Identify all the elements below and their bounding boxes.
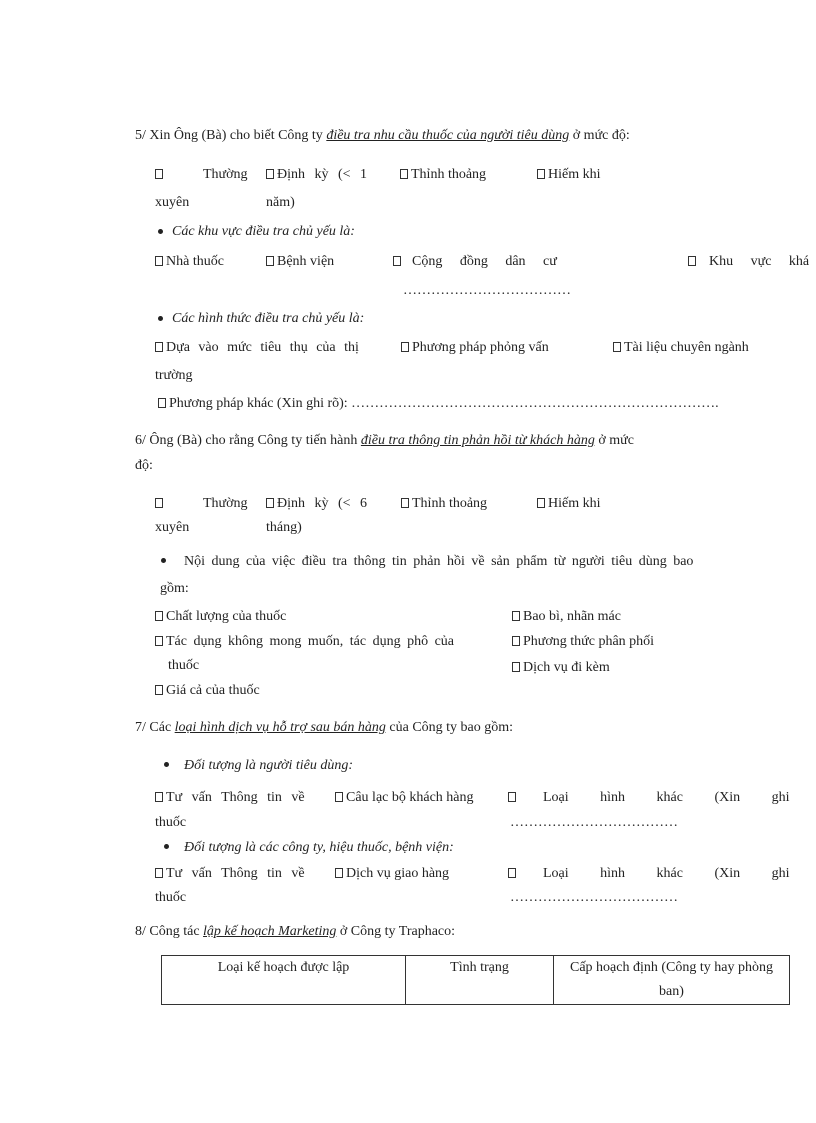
- checkbox-icon[interactable]: [688, 256, 696, 266]
- q5-freq-periodic-label2: năm): [266, 195, 295, 210]
- q6-freq-regular-label: Thường: [203, 496, 248, 511]
- q5-form-consumption[interactable]: Dựa vào mức tiêu thụ của thị: [155, 340, 359, 356]
- q5-freq-rarely[interactable]: Hiếm khi: [537, 167, 601, 183]
- q5-title: 5/ Xin Ông (Bà) cho biết Công ty điều tra nhu cầu thuốc của người tiêu dùng ở mức độ:: [135, 128, 630, 143]
- q7-g1-consult[interactable]: Tư vấn Thông tin về: [155, 790, 305, 806]
- q7-g1-other[interactable]: Loại hình khác (Xin ghi: [508, 790, 790, 806]
- q6-freq-periodic[interactable]: Định kỳ (< 6: [266, 496, 367, 512]
- q6-freq-regular[interactable]: [155, 496, 166, 512]
- bullet-icon: [158, 316, 163, 321]
- table-header-level: Cấp hoạch định (Công ty hay phòng ban): [554, 956, 790, 1005]
- q7-g1-dots: ………………………………: [510, 815, 678, 830]
- q5-area-heading: Các khu vực điều tra chủ yếu là:: [172, 224, 355, 239]
- q7-g1-club[interactable]: Câu lạc bộ khách hàng: [335, 790, 474, 806]
- q7-g2-delivery[interactable]: Dịch vụ giao hàng: [335, 866, 449, 882]
- checkbox-icon[interactable]: [155, 868, 163, 878]
- checkbox-icon[interactable]: [508, 868, 516, 878]
- q7-group2-heading: Đối tượng là các công ty, hiệu thuốc, bệnh viện:: [184, 840, 454, 855]
- q7-title: 7/ Các loại hình dịch vụ hỗ trợ sau bán hàng của Công ty bao gồm:: [135, 720, 514, 735]
- checkbox-icon[interactable]: [335, 868, 343, 878]
- checkbox-icon[interactable]: [512, 636, 520, 646]
- checkbox-icon[interactable]: [155, 498, 163, 508]
- q5-form-interview[interactable]: Phương pháp phỏng vấn: [401, 340, 549, 356]
- checkbox-icon[interactable]: [155, 342, 163, 352]
- checkbox-icon[interactable]: [266, 498, 274, 508]
- checkbox-icon[interactable]: [155, 792, 163, 802]
- q6-item-quality[interactable]: Chất lượng của thuốc: [155, 609, 286, 625]
- q7-g2-consult-label2: thuốc: [155, 890, 187, 905]
- checkbox-icon[interactable]: [335, 792, 343, 802]
- checkbox-icon[interactable]: [155, 636, 163, 646]
- checkbox-icon[interactable]: [401, 342, 409, 352]
- q6-content-heading-2: gồm:: [160, 581, 189, 596]
- q5-area-pharmacy[interactable]: Nhà thuốc: [155, 254, 224, 270]
- q7-g2-dots: ………………………………: [510, 890, 678, 905]
- q5-form-other[interactable]: Phương pháp khác (Xin ghi rõ): …………………………………………………………………….: [158, 396, 719, 412]
- q7-g1-consult-label2: thuốc: [155, 815, 187, 830]
- q5-form-consumption-label2: trường: [155, 368, 193, 383]
- q6-freq-periodic-label2: tháng): [266, 520, 302, 535]
- q6-item-sideeffects[interactable]: Tác dụng không mong muốn, tác dụng phô của: [155, 634, 454, 650]
- q5-area-community[interactable]: Cộng đồng dân cư: [393, 254, 557, 270]
- q6-item-price[interactable]: Giá cả của thuốc: [155, 683, 260, 699]
- checkbox-icon[interactable]: [401, 498, 409, 508]
- checkbox-icon[interactable]: [155, 685, 163, 695]
- checkbox-icon[interactable]: [512, 662, 520, 672]
- q6-freq-rarely[interactable]: Hiếm khi: [537, 496, 601, 512]
- checkbox-icon[interactable]: [155, 169, 163, 179]
- checkbox-icon[interactable]: [393, 256, 401, 266]
- bullet-icon: [164, 762, 169, 767]
- checkbox-icon[interactable]: [155, 256, 163, 266]
- marketing-plan-table: [161, 955, 790, 1005]
- q5-area-hospital[interactable]: Bệnh viện: [266, 254, 334, 270]
- q7-g2-other[interactable]: Loại hình khác (Xin ghi: [508, 866, 790, 882]
- q5-area-other[interactable]: Khu vực khá: [688, 254, 809, 270]
- checkbox-icon[interactable]: [266, 256, 274, 266]
- q6-item-service[interactable]: Dịch vụ đi kèm: [512, 660, 610, 676]
- checkbox-icon[interactable]: [155, 611, 163, 621]
- q5-freq-sometimes[interactable]: Thỉnh thoảng: [400, 167, 486, 183]
- q8-title: 8/ Công tác lập kế hoạch Marketing ở Công ty Traphaco:: [135, 924, 456, 939]
- q6-freq-regular-label2: xuyên: [155, 520, 190, 535]
- checkbox-icon[interactable]: [512, 611, 520, 621]
- q5-freq-regular-label2: xuyên: [155, 195, 190, 210]
- table-row: [162, 956, 790, 1005]
- checkbox-icon[interactable]: [537, 169, 545, 179]
- q6-title-line2: độ:: [135, 458, 153, 473]
- q6-content-heading: Nội dung của việc điều tra thông tin phản hồi về sản phẩm từ người tiêu dùng bao: [184, 554, 694, 569]
- table-header-plan-type: Loại kế hoạch được lập: [162, 956, 406, 1005]
- q5-area-dots: ………………………………: [403, 283, 571, 298]
- checkbox-icon[interactable]: [508, 792, 516, 802]
- checkbox-icon[interactable]: [537, 498, 545, 508]
- q6-title: 6/ Ông (Bà) cho rằng Công ty tiến hành điều tra thông tin phản hồi từ khách hàng ở mức: [135, 433, 634, 448]
- q7-group1-heading: Đối tượng là người tiêu dùng:: [184, 758, 354, 773]
- q6-item-distribution[interactable]: Phương thức phân phối: [512, 634, 654, 650]
- bullet-icon: [161, 558, 166, 563]
- q5-freq-regular-label: Thường: [203, 167, 248, 182]
- q6-item-packaging[interactable]: Bao bì, nhãn mác: [512, 609, 621, 625]
- q6-freq-sometimes[interactable]: Thỉnh thoảng: [401, 496, 487, 512]
- checkbox-icon[interactable]: [400, 169, 408, 179]
- table-header-status: Tình trạng: [406, 956, 554, 1005]
- checkbox-icon[interactable]: [266, 169, 274, 179]
- q7-g2-consult[interactable]: Tư vấn Thông tin về: [155, 866, 305, 882]
- bullet-icon: [158, 229, 163, 234]
- q6-item-sideeffects-label2: thuốc: [168, 658, 200, 673]
- q5-form-heading: Các hình thức điều tra chủ yếu là:: [172, 311, 365, 326]
- checkbox-icon[interactable]: [158, 398, 166, 408]
- q5-form-docs[interactable]: Tài liệu chuyên ngành: [613, 340, 749, 356]
- q5-freq-regular[interactable]: [155, 167, 166, 183]
- bullet-icon: [164, 844, 169, 849]
- q5-freq-periodic[interactable]: Định kỳ (< 1: [266, 167, 367, 183]
- checkbox-icon[interactable]: [613, 342, 621, 352]
